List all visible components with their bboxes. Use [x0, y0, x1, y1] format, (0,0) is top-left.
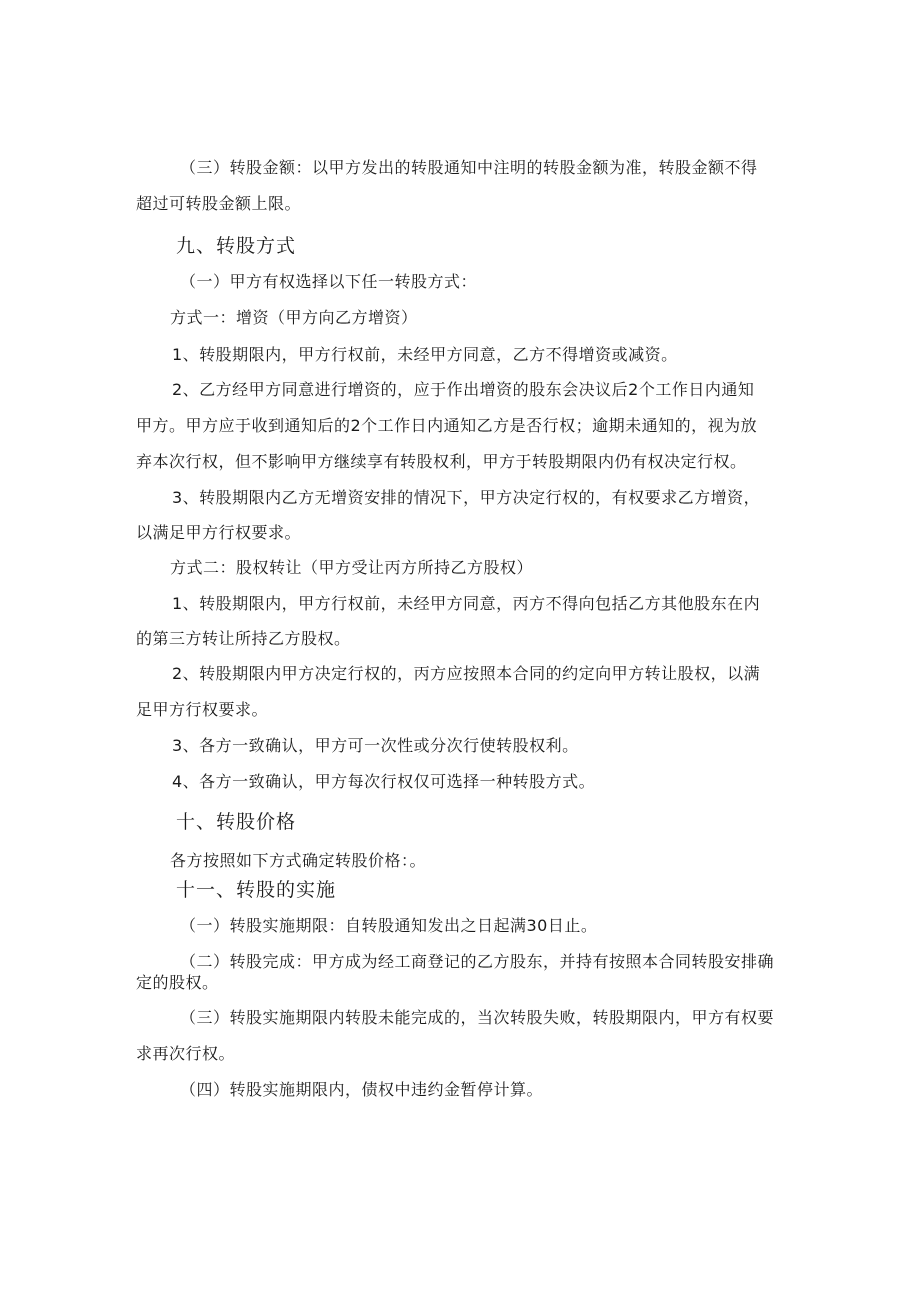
- paragraph-line: 求再次行权。: [136, 1044, 236, 1063]
- paragraph-line: 弃本次行权，但不影响甲方继续享有转股权利，甲方于转股期限内仍有权决定行权。: [136, 452, 747, 471]
- paragraph-line: （三）转股实施期限内转股未能完成的，当次转股失败，转股期限内，甲方有权要: [180, 1008, 775, 1027]
- paragraph-line: 超过可转股金额上限。: [136, 194, 302, 213]
- paragraph-line: 定的股权。: [136, 973, 219, 992]
- paragraph-line: （一）甲方有权选择以下任一转股方式：: [180, 272, 478, 291]
- paragraph-line: 足甲方行权要求。: [136, 700, 269, 719]
- paragraph-line: 的第三方转让所持乙方股权。: [136, 629, 351, 648]
- paragraph-line: 方式二：股权转让（甲方受让丙方所持乙方股权）: [170, 558, 534, 577]
- section-heading: 十一、转股的实施: [176, 879, 337, 901]
- paragraph-line: 3、转股期限内乙方无增资安排的情况下，甲方决定行权的，有权要求乙方增资，: [172, 488, 761, 507]
- paragraph-line: 3、各方一致确认，甲方可一次性或分次行使转股权利。: [172, 736, 579, 755]
- paragraph-line: （三）转股金额：以甲方发出的转股通知中注明的转股金额为准，转股金额不得: [180, 158, 758, 177]
- paragraph-line: 甲方。甲方应于收到通知后的2个工作日内通知乙方是否行权；逾期未通知的，视为放: [136, 416, 758, 435]
- paragraph-line: 4、各方一致确认，甲方每次行权仅可选择一种转股方式。: [172, 772, 596, 791]
- paragraph-line: 2、乙方经甲方同意进行增资的，应于作出增资的股东会决议后2个工作日内通知: [172, 380, 755, 399]
- paragraph-line: 以满足甲方行权要求。: [136, 523, 302, 542]
- paragraph-line: 1、转股期限内，甲方行权前，未经甲方同意，乙方不得增资或减资。: [172, 345, 678, 364]
- paragraph-line: 2、转股期限内甲方决定行权的，丙方应按照本合同的约定向甲方转让股权，以满: [172, 664, 761, 683]
- paragraph-line: （四）转股实施期限内，债权中违约金暂停计算。: [180, 1080, 544, 1099]
- paragraph-line: （一）转股实施期限：自转股通知发出之日起满30日止。: [180, 916, 598, 935]
- paragraph-line: 各方按照如下方式确定转股价格：。: [170, 851, 427, 870]
- paragraph-line: （二）转股完成：甲方成为经工商登记的乙方股东，并持有按照本合同转股安排确: [180, 952, 775, 971]
- paragraph-line: 1、转股期限内，甲方行权前，未经甲方同意，丙方不得向包括乙方其他股东在内: [172, 594, 761, 613]
- section-heading: 十、转股价格: [176, 811, 297, 833]
- paragraph-line: 方式一：增资（甲方向乙方增资）: [170, 308, 418, 327]
- section-heading: 九、转股方式: [176, 235, 297, 257]
